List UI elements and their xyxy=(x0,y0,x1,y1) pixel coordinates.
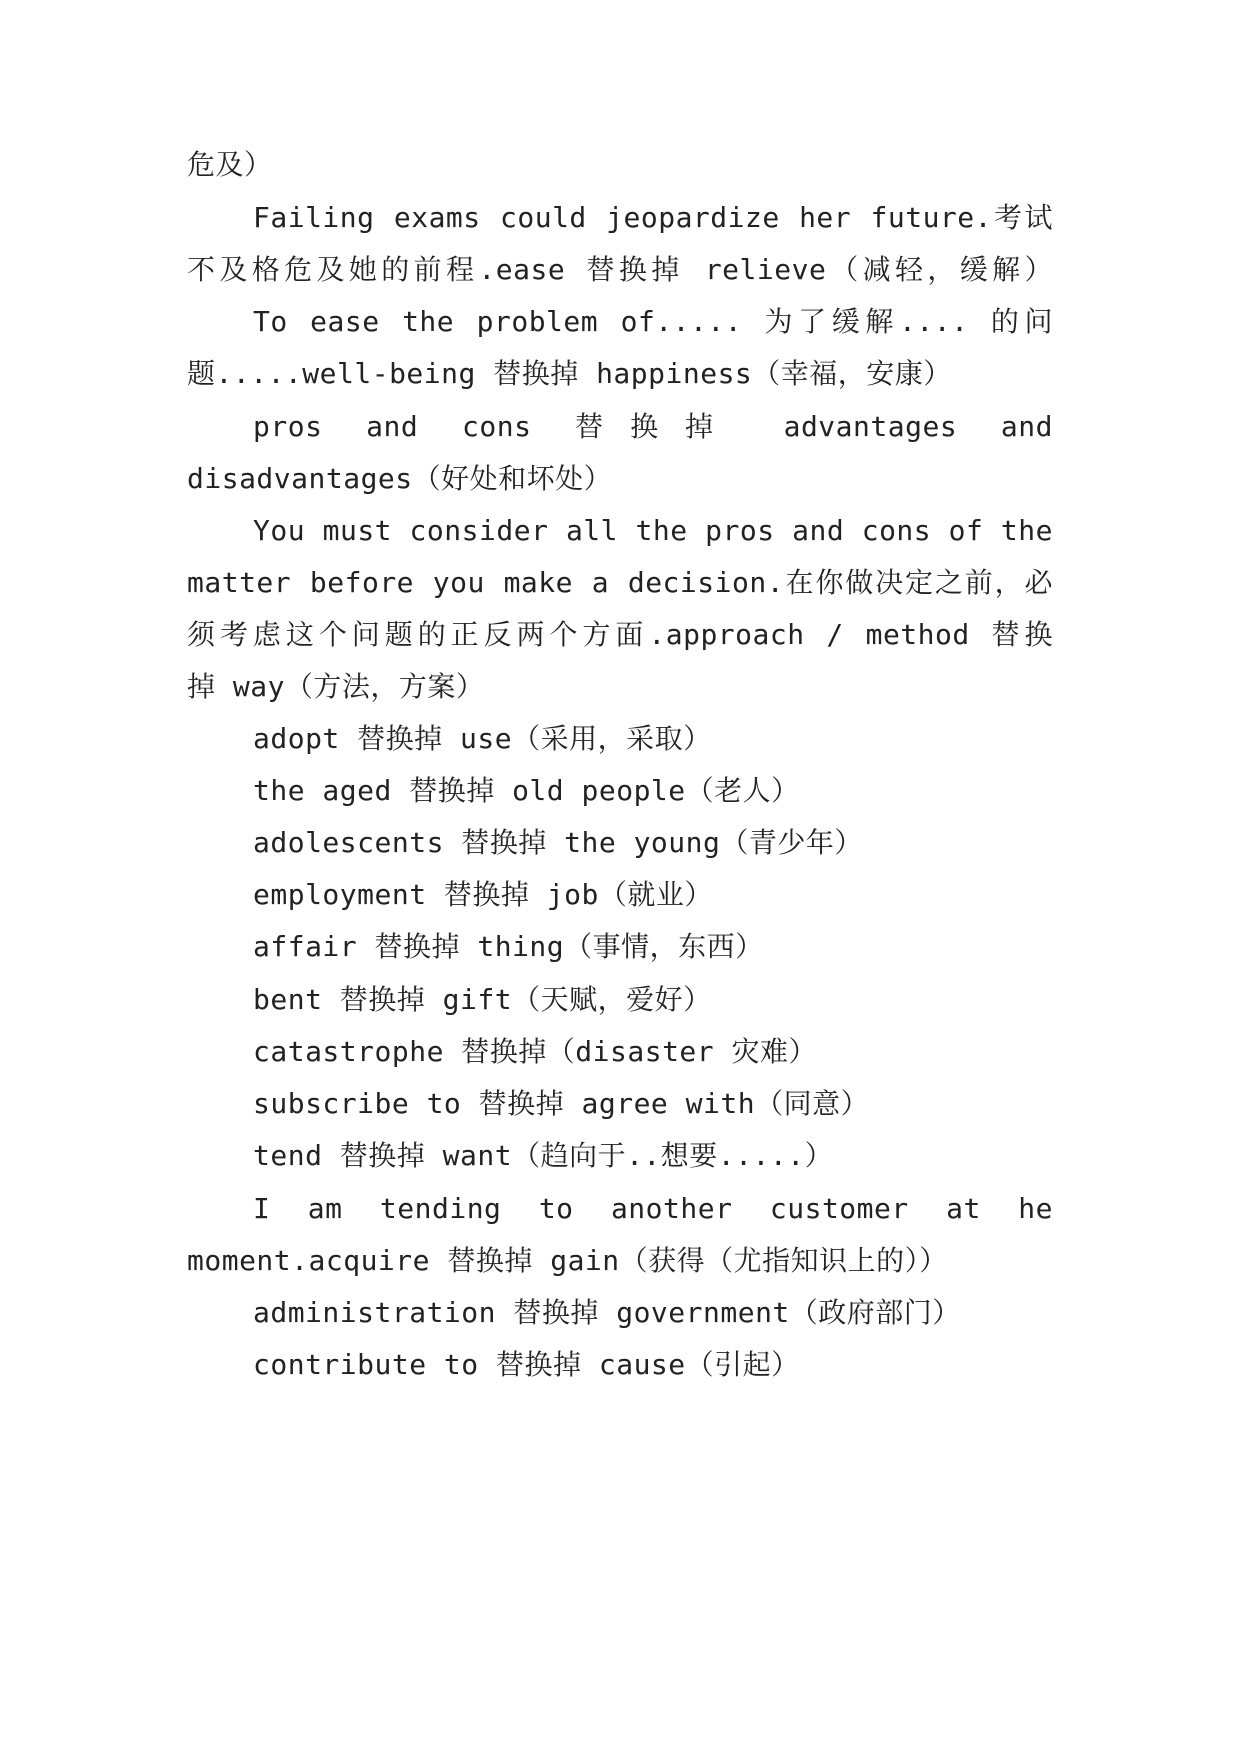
text-line: I am tending to another customer at he xyxy=(253,1192,1053,1225)
text-line: affair 替换掉 thing（事情，东西） xyxy=(253,930,764,963)
text-line: adopt 替换掉 use（采用，采取） xyxy=(253,722,712,755)
text-line: 掉 way（方法，方案） xyxy=(187,670,485,703)
text-line: 题.....well-being 替换掉 happiness（幸福，安康） xyxy=(187,357,952,390)
text-line: Failing exams could jeopardize her future.考试 xyxy=(253,201,1053,234)
text-line: contribute to 替换掉 cause（引起） xyxy=(253,1348,800,1381)
text-line: 须考虑这个问题的正反两个方面.approach / method 替换 xyxy=(187,618,1053,651)
text-line: tend 替换掉 want（趋向于..想要.....） xyxy=(253,1139,834,1172)
text-line: administration 替换掉 government（政府部门） xyxy=(253,1296,961,1329)
text-line: To ease the problem of..... 为了缓解.... 的问 xyxy=(253,305,1053,338)
text-line: subscribe to 替换掉 agree with（同意） xyxy=(253,1087,870,1120)
text-line: You must consider all the pros and cons of the xyxy=(253,514,1053,547)
text-line: pros and cons 替换掉 advantages and xyxy=(253,410,1053,443)
text-line: catastrophe 替换掉（disaster 灾难） xyxy=(253,1035,818,1068)
text-line: adolescents 替换掉 the young（青少年） xyxy=(253,826,863,859)
text-line: disadvantages（好处和坏处） xyxy=(187,462,613,495)
text-line: moment.acquire 替换掉 gain（获得（尤指知识上的）） xyxy=(187,1244,948,1277)
text-line: employment 替换掉 job（就业） xyxy=(253,878,713,911)
text-line: matter before you make a decision.在你做决定之前，必 xyxy=(187,566,1053,599)
text-line: 危及） xyxy=(187,148,273,181)
text-line: bent 替换掉 gift（天赋，爱好） xyxy=(253,983,712,1016)
text-line: the aged 替换掉 old people（老人） xyxy=(253,774,800,807)
text-line: 不及格危及她的前程.ease 替换掉 relieve（减轻，缓解） xyxy=(187,253,1053,286)
